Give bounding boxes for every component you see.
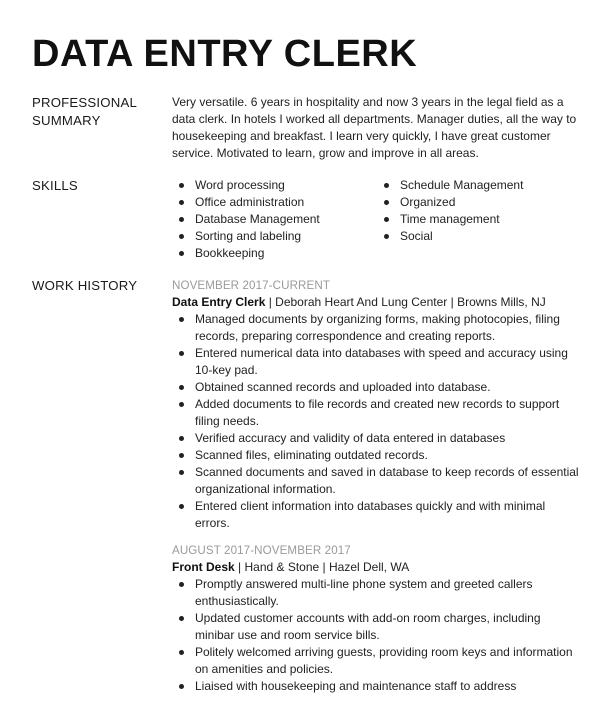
job-entry (172, 542, 580, 695)
skills-list-column-2 (377, 177, 577, 262)
summary-label (32, 94, 157, 130)
job-bullet: Entered numerical data into databases with speed and accuracy using 10-key pad. (172, 345, 580, 379)
job-bullet: Managed documents by organizing forms, making photocopies, filing records, preparing correspondence and creating reports. (172, 311, 580, 345)
skill-item: Schedule Management (377, 177, 577, 194)
summary-label-line1: PROFESSIONAL (32, 95, 137, 110)
job-title: Front Desk (172, 560, 235, 574)
job-bullet: Liaised with housekeeping and maintenance staff to address (172, 678, 580, 695)
job-separator: | (447, 295, 458, 309)
job-bullet: Obtained scanned records and uploaded into database. (172, 379, 580, 396)
job-company: Deborah Heart And Lung Center (275, 295, 448, 309)
job-bullet: Scanned files, eliminating outdated records. (172, 447, 580, 464)
skill-item: Database Management (172, 211, 377, 228)
job-bullet: Entered client information into databases quickly and with minimal errors. (172, 498, 580, 532)
work-history-body (172, 277, 580, 705)
job-separator: | (265, 295, 276, 309)
job-bullet-list (172, 576, 580, 695)
job-separator: | (234, 560, 245, 574)
job-bullet: Promptly answered multi-line phone system and greeted callers enthusiastically. (172, 576, 580, 610)
work-history-label: WORK HISTORY (32, 278, 138, 293)
job-entry (172, 277, 580, 532)
job-dates: NOVEMBER 2017-CURRENT (172, 279, 331, 292)
summary-label-line2: SUMMARY (32, 113, 101, 128)
skills-body (172, 177, 580, 262)
job-bullet: Added documents to file records and created new records to support filing needs. (172, 396, 580, 430)
skill-item: Word processing (172, 177, 377, 194)
skills-list-column-1 (172, 177, 377, 262)
summary-body (172, 94, 580, 162)
job-heading (172, 294, 580, 311)
skill-item: Office administration (172, 194, 377, 211)
job-bullet-list (172, 311, 580, 532)
job-location: Hazel Dell, WA (329, 560, 410, 574)
job-company: Hand & Stone (244, 560, 320, 574)
job-title: Data Entry Clerk (172, 295, 266, 309)
job-bullet: Politely welcomed arriving guests, providing room keys and information on amenities and policies. (172, 644, 580, 678)
skills-label: SKILLS (32, 178, 78, 193)
job-separator: | (319, 560, 329, 574)
skill-item: Bookkeeping (172, 245, 377, 262)
job-bullet: Verified accuracy and validity of data entered in databases (172, 430, 580, 447)
skill-item: Time management (377, 211, 577, 228)
job-location: Browns Mills, NJ (457, 295, 546, 309)
job-heading (172, 559, 580, 576)
resume-name: DATA ENTRY CLERK (32, 33, 418, 75)
job-bullet: Updated customer accounts with add-on room charges, including minibar use and room service bills. (172, 610, 580, 644)
skill-item: Sorting and labeling (172, 228, 377, 245)
skill-item: Organized (377, 194, 577, 211)
summary-text: Very versatile. 6 years in hospitality and now 3 years in the legal field as a data clerk. In hotels I worked all departments. Manager duties, all the way to housekeeping and breakfast. I learn very quickly, I have great customer service. Motivated to learn, grow and improve in all areas. (172, 95, 577, 160)
job-dates: AUGUST 2017-NOVEMBER 2017 (172, 544, 351, 557)
job-bullet: Scanned documents and saved in database to keep records of essential organizational information. (172, 464, 580, 498)
skill-item: Social (377, 228, 577, 245)
